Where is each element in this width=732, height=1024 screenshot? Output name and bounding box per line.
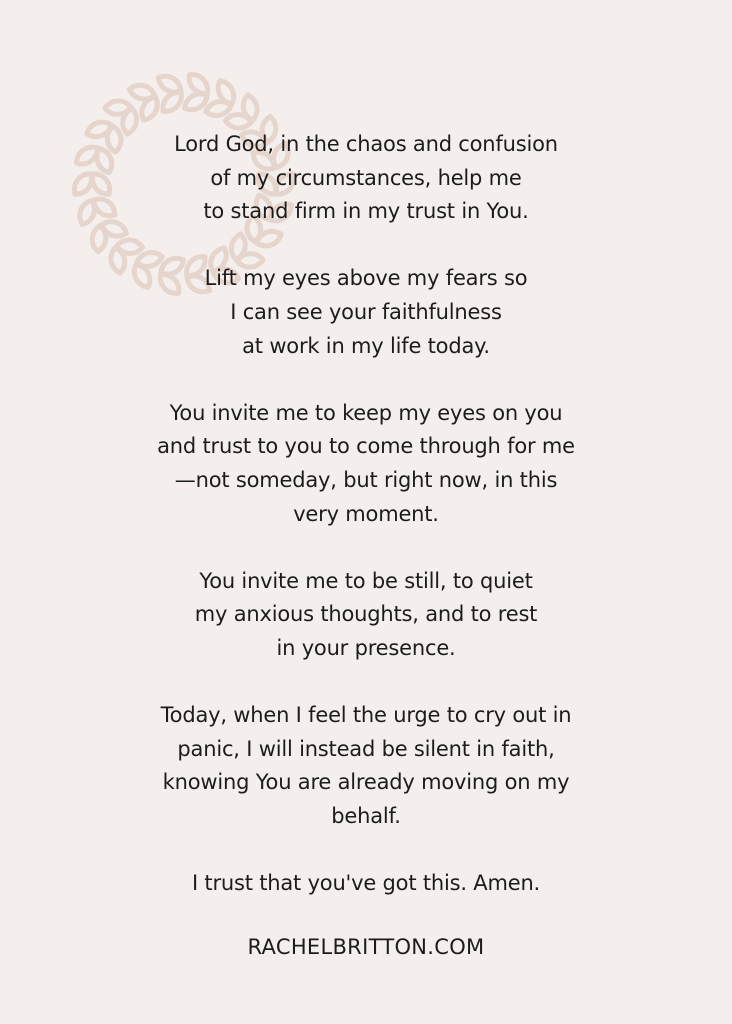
prayer-text (0, 128, 732, 901)
prayer-line: behalf. (331, 803, 401, 828)
stanza-1 (0, 128, 732, 229)
prayer-line: at work in my life today. (242, 333, 490, 358)
prayer-line: panic, I will instead be silent in faith, (177, 736, 555, 761)
prayer-line: Lord God, in the chaos and confusion (174, 132, 558, 156)
prayer-line: You invite me to be still, to quiet (199, 568, 533, 593)
stanza-5 (0, 699, 732, 833)
prayer-line: my anxious thoughts, and to rest (194, 602, 538, 627)
stanza-6 (0, 867, 732, 901)
prayer-line: Today, when I feel the urge to cry out in (160, 703, 572, 728)
prayer-line: I trust that you've got this. Amen. (191, 871, 541, 896)
stanza-4 (0, 565, 732, 666)
prayer-line: of my circumstances, help me (210, 165, 522, 190)
prayer-line: and trust to you to come through for me (157, 434, 575, 459)
prayer-line: You invite me to keep my eyes on you (169, 400, 563, 425)
prayer-line: to stand firm in my trust in You. (203, 199, 529, 224)
prayer-line: Lift my eyes above my fears so (204, 266, 528, 291)
website-link[interactable]: RACHELBRITTON.COM (247, 935, 485, 959)
prayer-line: in your presence. (276, 635, 456, 660)
stanza-2 (0, 262, 732, 363)
prayer-line: I can see your faithfulness (230, 299, 502, 324)
prayer-line: —not someday, but right now, in this (174, 467, 558, 492)
stanza-3 (0, 397, 732, 531)
prayer-line: knowing You are already moving on my (162, 770, 570, 795)
prayer-line: very moment. (293, 501, 439, 526)
